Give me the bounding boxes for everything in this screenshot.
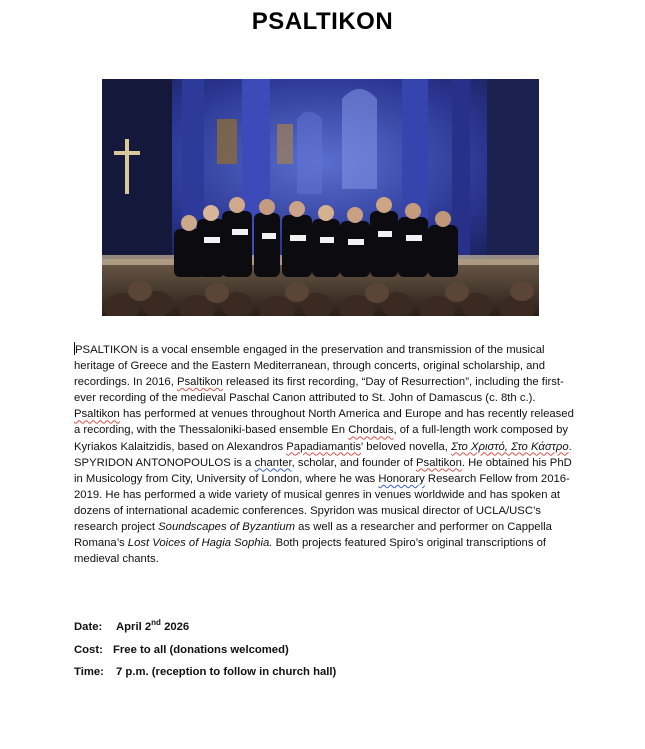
page-title: PSALTIKON xyxy=(251,8,394,35)
p2-part1: SPYRIDON ANTONOPOULOS is a xyxy=(74,456,255,469)
p1-part2: released its first recording, “Day of Resurrection”, including the first-ever recording of the medieval Paschal Canon attributed to St. John of Damascus (c. 8th c.). xyxy=(74,376,564,405)
p1-chordais: Chordais xyxy=(348,424,394,437)
p2-soundscapes: Soundscapes of Byzantium xyxy=(158,521,296,534)
p1-greek-title: Στο Χριστό, Στο Κάστρο xyxy=(451,440,569,453)
p1-papadiamantis: Papadiamantis xyxy=(286,440,361,453)
date-value-sup: nd xyxy=(151,618,161,628)
p1-psaltikon-a: Psaltikon xyxy=(177,376,223,389)
date-value-main: April 2 xyxy=(116,621,152,633)
cost-row xyxy=(74,639,336,662)
p2-part2: , scholar, and founder of xyxy=(291,456,417,469)
founder-bio xyxy=(74,455,574,568)
p1-psaltikon-b: Psaltikon xyxy=(74,408,120,421)
date-value-year: 2026 xyxy=(160,621,190,633)
cost-value: Free to all (donations welcomed) xyxy=(113,643,289,656)
p1-part4: , of a full-length work composed by Kyriakos Kalaitzidis, based on Alexandros xyxy=(74,424,568,453)
cost-label: Cost: xyxy=(74,643,103,656)
p2-part6: Both projects featured Spiro’s original transcriptions of medieval chants. xyxy=(74,537,547,566)
time-row xyxy=(74,661,336,684)
date-row xyxy=(74,616,336,639)
body-text xyxy=(74,342,574,567)
p2-part3: . He obtained his PhD in Musicology from City, University of London, where he was xyxy=(74,456,572,485)
p2-lost-voices: Lost Voices of Hagia Sophia. xyxy=(127,537,273,550)
p2-chanter: chanter xyxy=(254,456,292,469)
date-label: Date: xyxy=(74,621,103,633)
time-value: 7 p.m. (reception to follow in church hall) xyxy=(116,666,337,678)
p1-part1: PSALTIKON is a vocal ensemble engaged in the preservation and transmission of the musical heritage of Greece and the Eastern Mediterranean, through concerts, original scholarship, and recordings. In 2016, xyxy=(74,344,545,389)
p1-part3: has performed at venues throughout North America and Europe and has recently released a recording, with the Thessaloniki-based ensemble En xyxy=(74,408,574,437)
p2-psaltikon: Psaltikon xyxy=(416,456,462,469)
p2-part4: Research Fellow from 2016-2019. He has performed a wide variety of musical genres in venues worldwide and has spoken at dozens of international academic conferences. Spyridon was musical director of UCLA/USC’s research project xyxy=(74,472,570,534)
p1-part5: ' beloved novella, xyxy=(360,440,452,453)
event-details xyxy=(74,616,336,684)
ensemble-description xyxy=(74,342,574,455)
choir-performance-photo xyxy=(102,79,539,316)
p2-honorary: Honorary xyxy=(378,472,425,485)
time-label: Time: xyxy=(74,666,104,678)
p2-part5: as well as a researcher and performer on Cappella Romana’s xyxy=(74,521,552,550)
date-value xyxy=(116,618,190,633)
p1-part6: . xyxy=(568,440,572,453)
